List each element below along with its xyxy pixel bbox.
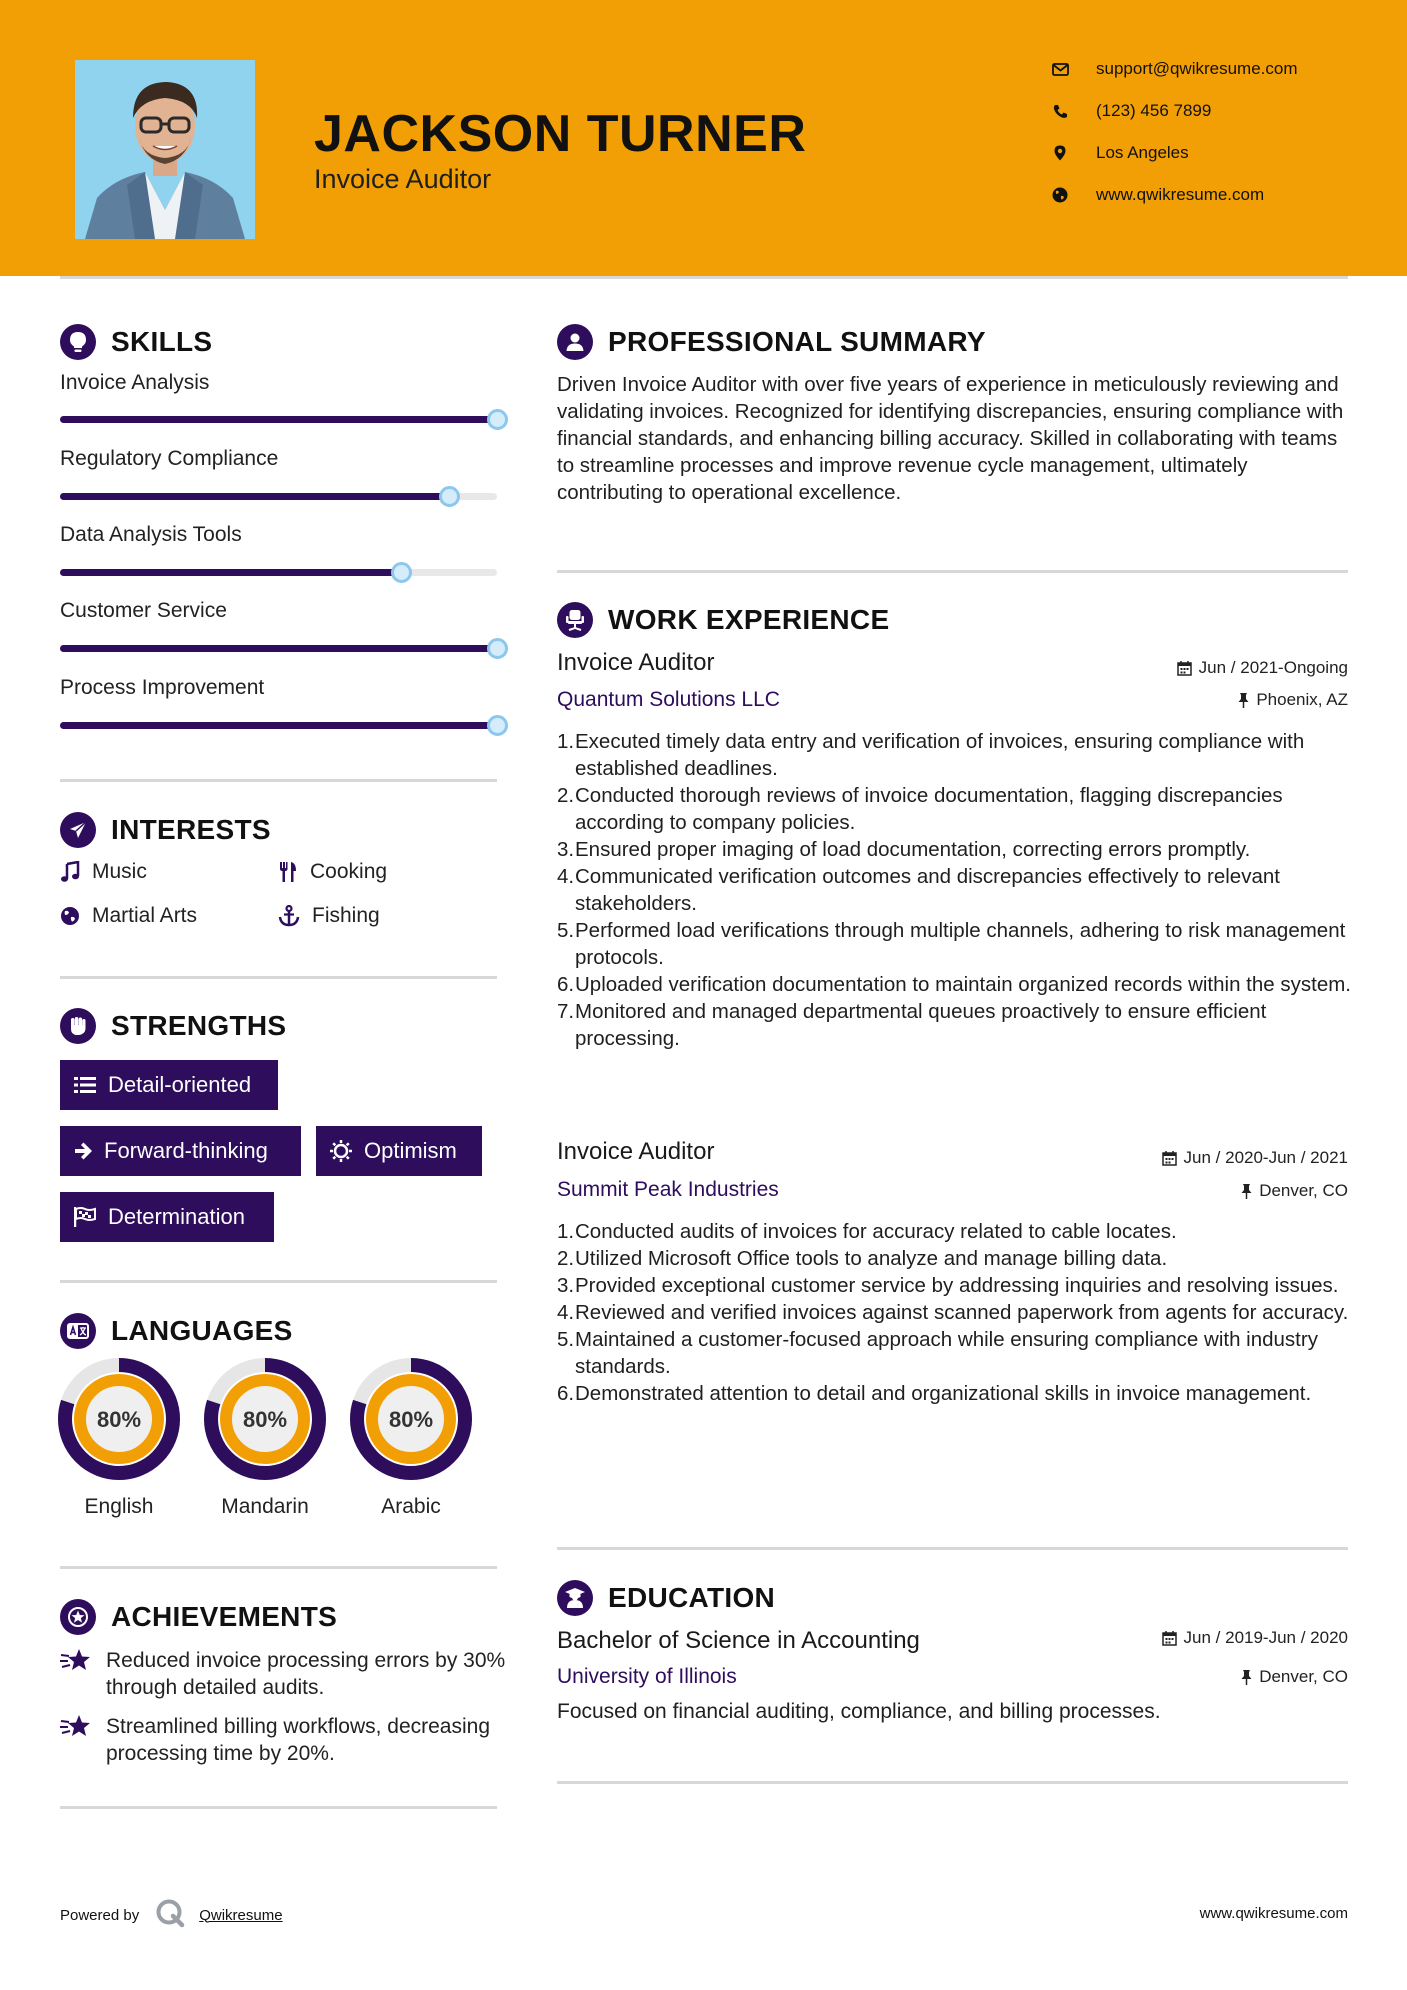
section-divider	[60, 1280, 497, 1283]
strength-label: Determination	[108, 1204, 245, 1229]
job-location	[1238, 690, 1348, 710]
interest-item	[278, 904, 380, 928]
pushpin-icon	[1241, 1184, 1252, 1199]
job-location	[1241, 1181, 1348, 1201]
header-divider	[60, 276, 1348, 279]
bullet-text: Reviewed and verified invoices against scanned paperwork from agents for accuracy.	[575, 1301, 1349, 1324]
bullet-item: 4. Communicated verification outcomes and discrepancies effectively to relevant stakeholders.	[557, 863, 1357, 917]
interest-label: Music	[92, 860, 147, 883]
bullet-item: 6. Uploaded verification documentation to maintain organized records within the system.	[557, 973, 1351, 996]
bullet-item: 2. Conducted thorough reviews of invoice documentation, flagging discrepancies according to company policies.	[557, 782, 1357, 836]
skill-label: Invoice Analysis	[60, 371, 210, 394]
section-divider	[60, 1566, 497, 1569]
contact-email[interactable]	[1050, 54, 1370, 84]
skill-bar-fill	[60, 493, 449, 500]
skill-bar-fill	[60, 416, 497, 423]
calendar-icon	[1162, 1151, 1177, 1166]
skill-bar-knob	[487, 715, 508, 736]
job-company: Quantum Solutions LLC	[557, 688, 780, 711]
interest-label: Fishing	[312, 904, 380, 927]
qwikresume-link[interactable]: Qwikresume	[199, 1906, 283, 1924]
bullet-text: Demonstrated attention to detail and organizational skills in invoice management.	[575, 1382, 1312, 1405]
ring-percent-label: 80%	[388, 1407, 434, 1432]
section-divider	[60, 976, 497, 979]
bullet-text: Communicated verification outcomes and discrepancies effectively to relevant stakeholders.	[575, 865, 1280, 915]
job-role: Invoice Auditor	[557, 1138, 715, 1165]
music-icon	[60, 861, 80, 883]
candidate-name: JACKSON TURNER	[314, 105, 807, 163]
bullet-text: Executed timely data entry and verification of invoices, ensuring compliance with established deadlines.	[575, 730, 1305, 780]
calendar-icon	[1162, 1631, 1177, 1646]
bullet-item: 5. Performed load verifications through multiple channels, adhering to risk management protocols.	[557, 917, 1357, 971]
powered-by-label: Powered by	[60, 1906, 140, 1924]
education-location-text: Denver, CO	[1259, 1667, 1348, 1686]
strength-label: Optimism	[364, 1138, 457, 1163]
qwikresume-logo-icon	[155, 1898, 185, 1932]
footer-website[interactable]: www.qwikresume.com	[1199, 1905, 1348, 1922]
bullet-item: 7. Monitored and managed departmental queues proactively to ensure efficient processing.	[557, 998, 1357, 1052]
strength-tag	[60, 1060, 278, 1110]
education-dates	[1162, 1628, 1348, 1648]
strengths-heading	[60, 1008, 286, 1044]
shooting-star-icon	[60, 1713, 92, 1739]
globe-icon	[60, 906, 80, 926]
languages-title: LANGUAGES	[111, 1315, 293, 1346]
language-ring	[204, 1358, 326, 1480]
bullet-text: Performed load verifications through multiple channels, adhering to risk management protocols.	[575, 919, 1346, 969]
skill-bar-fill	[60, 722, 497, 729]
globe-icon	[1050, 185, 1070, 205]
bullet-text: Ensured proper imaging of load documentation, correcting errors promptly.	[575, 838, 1251, 861]
contact-phone[interactable]	[1050, 96, 1370, 126]
contact-email-text: support@qwikresume.com	[1096, 59, 1298, 78]
interest-label: Martial Arts	[92, 904, 198, 927]
phone-icon	[1050, 101, 1070, 121]
job-bullets	[557, 1218, 1357, 1407]
strength-tag	[316, 1126, 482, 1176]
job-dates-text: Jun / 2020-Jun / 2021	[1183, 1148, 1348, 1167]
bullet-item: 2. Utilized Microsoft Office tools to analyze and manage billing data.	[557, 1247, 1168, 1270]
fist-icon	[60, 1008, 96, 1044]
interests-heading	[60, 812, 271, 848]
strength-tag	[60, 1126, 301, 1176]
achievements-title: ACHIEVEMENTS	[111, 1601, 338, 1632]
skill-bar	[60, 722, 497, 729]
section-divider	[557, 1781, 1348, 1784]
contact-location	[1050, 138, 1370, 168]
job-bullets	[557, 728, 1357, 1052]
bullet-item: 1. Conducted audits of invoices for accuracy related to cable locates.	[557, 1220, 1177, 1243]
bullet-text: Uploaded verification documentation to maintain organized records within the system.	[575, 973, 1351, 996]
language-ring-chart	[350, 1358, 472, 1480]
paper-plane-icon	[60, 812, 96, 848]
interest-label: Cooking	[310, 860, 388, 883]
skills-heading	[60, 324, 212, 360]
achievement-text: Reduced invoice processing errors by 30% through detailed audits.	[106, 1649, 506, 1699]
section-divider	[60, 779, 497, 782]
job-company: Summit Peak Industries	[557, 1178, 779, 1201]
list-icon	[74, 1076, 96, 1094]
contact-website[interactable]	[1050, 180, 1370, 210]
education-school: University of Illinois	[557, 1665, 737, 1688]
skill-bar	[60, 569, 497, 576]
language-ring	[58, 1358, 180, 1480]
interest-item	[60, 860, 147, 884]
education-description: Focused on financial auditing, compliance, and billing processes.	[557, 1700, 1161, 1723]
education-title: EDUCATION	[608, 1582, 776, 1613]
job-location-text: Phoenix, AZ	[1256, 690, 1348, 709]
skill-label: Process Improvement	[60, 676, 265, 699]
interests-title: INTERESTS	[111, 814, 271, 845]
candidate-title: Invoice Auditor	[314, 164, 492, 194]
bullet-item: 1. Executed timely data entry and verification of invoices, ensuring compliance with established deadlines.	[557, 728, 1357, 782]
footer-powered-by	[60, 1898, 283, 1932]
pushpin-icon	[1241, 1670, 1252, 1685]
anchor-icon	[278, 905, 300, 927]
achievement-item	[60, 1713, 506, 1767]
language-ring	[350, 1358, 472, 1480]
strengths-title: STRENGTHS	[111, 1010, 287, 1041]
strength-label: Detail-oriented	[108, 1072, 252, 1097]
education-dates-text: Jun / 2019-Jun / 2020	[1183, 1628, 1348, 1647]
contact-phone-text: (123) 456 7899	[1096, 101, 1212, 120]
skill-bar-fill	[60, 569, 401, 576]
bullet-text: Conducted audits of invoices for accuracy related to cable locates.	[575, 1220, 1177, 1243]
bullet-text: Maintained a customer-focused approach while ensuring compliance with industry standards.	[575, 1328, 1318, 1378]
job-dates	[1177, 658, 1348, 678]
skill-bar-knob	[439, 486, 460, 507]
achievements-heading	[60, 1599, 337, 1635]
section-divider	[557, 1547, 1348, 1550]
graduate-icon	[557, 1580, 593, 1616]
skill-bar-knob	[391, 562, 412, 583]
job-dates-text: Jun / 2021-Ongoing	[1198, 658, 1348, 677]
skill-bar-fill	[60, 645, 497, 652]
achievement-text: Streamlined billing workflows, decreasing processing time by 20%.	[106, 1715, 491, 1765]
ring-percent-label: 80%	[96, 1407, 142, 1432]
achievement-item	[60, 1647, 506, 1701]
skill-bar-knob	[487, 638, 508, 659]
bullet-item: 3. Provided exceptional customer service by addressing inquiries and resolving issues.	[557, 1274, 1339, 1297]
language-name: Mandarin	[221, 1495, 309, 1518]
bullet-text: Utilized Microsoft Office tools to analyze and manage billing data.	[575, 1247, 1168, 1270]
star-badge-icon	[60, 1599, 96, 1635]
section-divider	[60, 1806, 497, 1809]
summary-heading	[557, 324, 986, 360]
bullet-item: 5. Maintained a customer-focused approach while ensuring compliance with industry standards.	[557, 1326, 1357, 1380]
education-heading	[557, 1580, 775, 1616]
language-icon	[60, 1313, 96, 1349]
skill-bar	[60, 493, 497, 500]
ring-percent-label: 80%	[242, 1407, 288, 1432]
shooting-star-icon	[60, 1647, 92, 1673]
skill-label: Regulatory Compliance	[60, 447, 279, 470]
contact-location-text: Los Angeles	[1096, 143, 1189, 162]
bullet-item: 6. Demonstrated attention to detail and organizational skills in invoice management.	[557, 1382, 1312, 1405]
experience-heading	[557, 602, 889, 638]
strength-tag	[60, 1192, 274, 1242]
skills-title: SKILLS	[111, 326, 213, 357]
office-chair-icon	[557, 602, 593, 638]
language-name: English	[84, 1495, 154, 1518]
sun-icon	[330, 1140, 352, 1162]
flag-icon	[74, 1207, 96, 1227]
language-ring-chart	[204, 1358, 326, 1480]
bullet-text: Monitored and managed departmental queues proactively to ensure efficient processing.	[575, 1000, 1267, 1050]
job-dates	[1162, 1148, 1348, 1168]
profile-photo	[75, 60, 255, 239]
map-pin-icon	[1050, 143, 1070, 163]
bullet-text: Provided exceptional customer service by addressing inquiries and resolving issues.	[575, 1274, 1339, 1297]
language-ring-chart	[58, 1358, 180, 1480]
education-location	[1241, 1667, 1348, 1687]
skill-bar	[60, 645, 497, 652]
interest-item	[278, 860, 387, 884]
skill-bar	[60, 416, 497, 423]
bullet-item: 3. Ensured proper imaging of load documentation, correcting errors promptly.	[557, 838, 1251, 861]
interest-item	[60, 904, 197, 928]
pushpin-icon	[1238, 693, 1249, 708]
contact-website-text: www.qwikresume.com	[1096, 185, 1265, 204]
language-name: Arabic	[381, 1495, 441, 1518]
summary-title: PROFESSIONAL SUMMARY	[608, 326, 986, 357]
job-role: Invoice Auditor	[557, 649, 715, 676]
bullet-item: 4. Reviewed and verified invoices against scanned paperwork from agents for accuracy.	[557, 1301, 1349, 1324]
experience-title: WORK EXPERIENCE	[608, 604, 890, 635]
arrow-right-icon	[74, 1142, 92, 1160]
envelope-icon	[1050, 59, 1070, 79]
skill-bar-knob	[487, 409, 508, 430]
education-degree: Bachelor of Science in Accounting	[557, 1627, 920, 1654]
section-divider	[557, 570, 1348, 573]
job-location-text: Denver, CO	[1259, 1181, 1348, 1200]
lightbulb-icon	[60, 324, 96, 360]
strength-label: Forward-thinking	[104, 1138, 268, 1163]
bullet-text: Conducted thorough reviews of invoice documentation, flagging discrepancies according to company policies.	[575, 784, 1283, 834]
skill-label: Customer Service	[60, 599, 227, 622]
cooking-icon	[278, 861, 298, 883]
summary-text: Driven Invoice Auditor with over five years of experience in meticulously reviewing and validating invoices. Recognized for identifying discrepancies, ensuring compliance with financial standards, and enhancing billing accuracy. Skilled in collaborating with teams to streamline processes and improve revenue cycle management, ultimately contributing to operational excellence.	[557, 373, 1344, 504]
languages-heading	[60, 1313, 293, 1349]
skill-label: Data Analysis Tools	[60, 523, 242, 546]
calendar-icon	[1177, 661, 1192, 676]
user-icon	[557, 324, 593, 360]
